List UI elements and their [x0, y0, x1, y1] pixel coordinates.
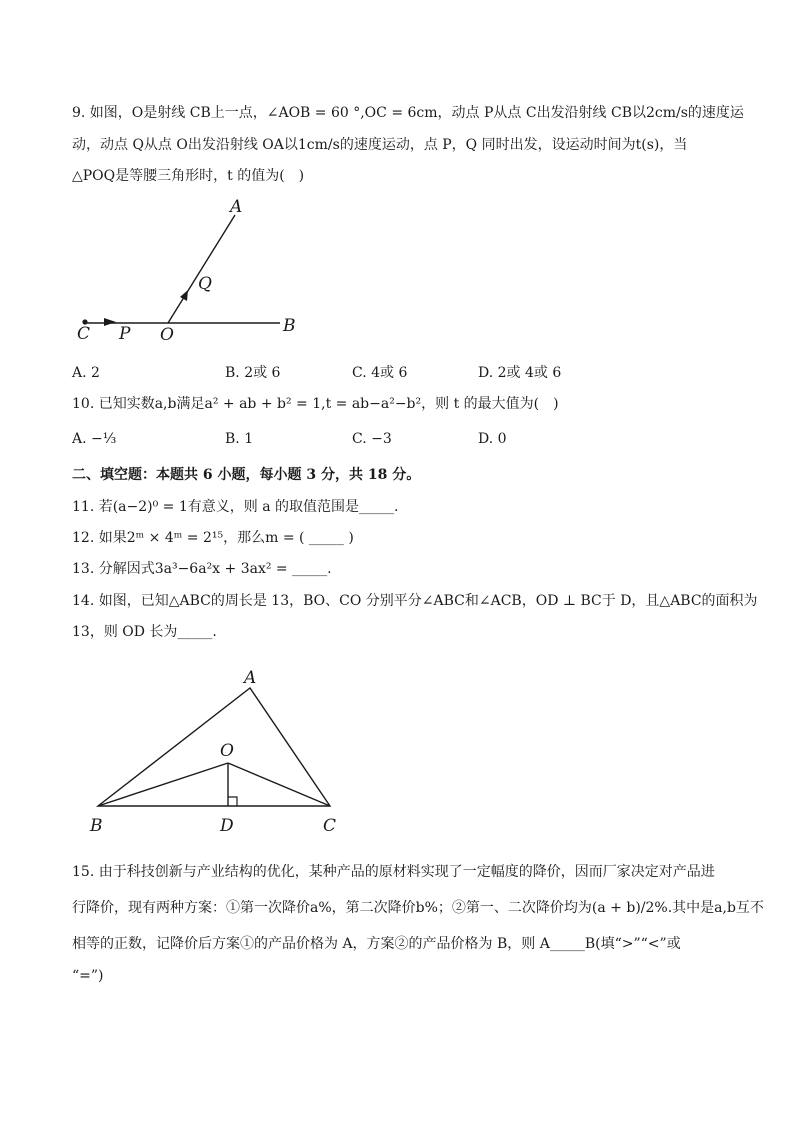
q10-option-d: D. 0 — [478, 431, 507, 447]
q9-text-line2: 动，动点 Q从点 O出发沿射线 OA以1cm/s的速度运动，点 P，Q 同时出发，设运动时间为t(s)，当 — [72, 137, 688, 153]
label-b: B — [283, 316, 296, 336]
q10-option-c: C. −3 — [352, 431, 392, 447]
q9-option-d: D. 2或 4或 6 — [478, 365, 562, 381]
q11-text: 11. 若(a−2)⁰ = 1有意义，则 a 的取值范围是_____. — [72, 499, 399, 515]
q15-text-line1: 15. 由于科技创新与产业结构的优化，某种产品的原材料实现了一定幅度的降价，因而厂家决定对产品进 — [72, 864, 715, 880]
q12-text: 12. 如果2ᵐ × 4ᵐ = 2¹⁵，那么m = ( _____ ) — [72, 530, 354, 546]
section-title: 二、填空题：本题共 6 小题，每小题 3 分，共 18 分。 — [72, 467, 421, 483]
q15-text-line2: 行降价，现有两种方案：①第一次降价a%，第二次降价b%；②第一、二次降价均为(a + b)/2%.其中是a,b互不 — [72, 900, 764, 916]
segment-bo — [98, 763, 228, 806]
label-q: Q — [198, 274, 212, 294]
q15-text-line4: “=”) — [72, 968, 104, 984]
q14-text-line2: 13，则 OD 长为_____. — [72, 624, 217, 640]
q14-text-line1: 14. 如图，已知△ABC的周长是 13，BO、CO 分别平分∠ABC和∠ACB，OD ⊥ BC于 D，且△ABC的面积为 — [72, 593, 758, 609]
q10-option-a: A. −⅓ — [72, 431, 117, 447]
label-c: C — [323, 816, 337, 836]
label-p: P — [119, 324, 131, 344]
label-a: A — [244, 668, 257, 688]
label-b: B — [90, 816, 103, 836]
q9-option-c: C. 4或 6 — [352, 365, 408, 381]
q13-text: 13. 分解因式3a³−6a²x + 3ax² = _____. — [72, 561, 332, 577]
label-o: O — [160, 325, 174, 345]
label-o: O — [220, 741, 234, 761]
label-a: A — [230, 197, 243, 217]
right-angle-icon — [228, 797, 237, 806]
q9-option-a: A. 2 — [72, 365, 100, 381]
label-c: C — [77, 324, 91, 344]
q15-text-line3: 相等的正数，记降价后方案①的产品价格为 A，方案②的产品价格为 B，则 A_____B(填“>”“<”或 — [72, 936, 681, 952]
q9-text-line1: 9. 如图，O是射线 CB上一点，∠AOB = 60 °,OC = 6cm，动点 P从点 C出发沿射线 CB以2cm/s的速度运 — [72, 105, 744, 121]
q10-text: 10. 已知实数a,b满足a² + ab + b² = 1,t = ab−a²−b²，则 t 的最大值为( ) — [72, 396, 559, 412]
q9-text-line3: △POQ是等腰三角形时，t 的值为( ) — [72, 168, 305, 184]
triangle-abc — [98, 688, 330, 806]
q9-option-b: B. 2或 6 — [225, 365, 281, 381]
q10-option-b: B. 1 — [225, 431, 254, 447]
label-d: D — [220, 816, 234, 836]
